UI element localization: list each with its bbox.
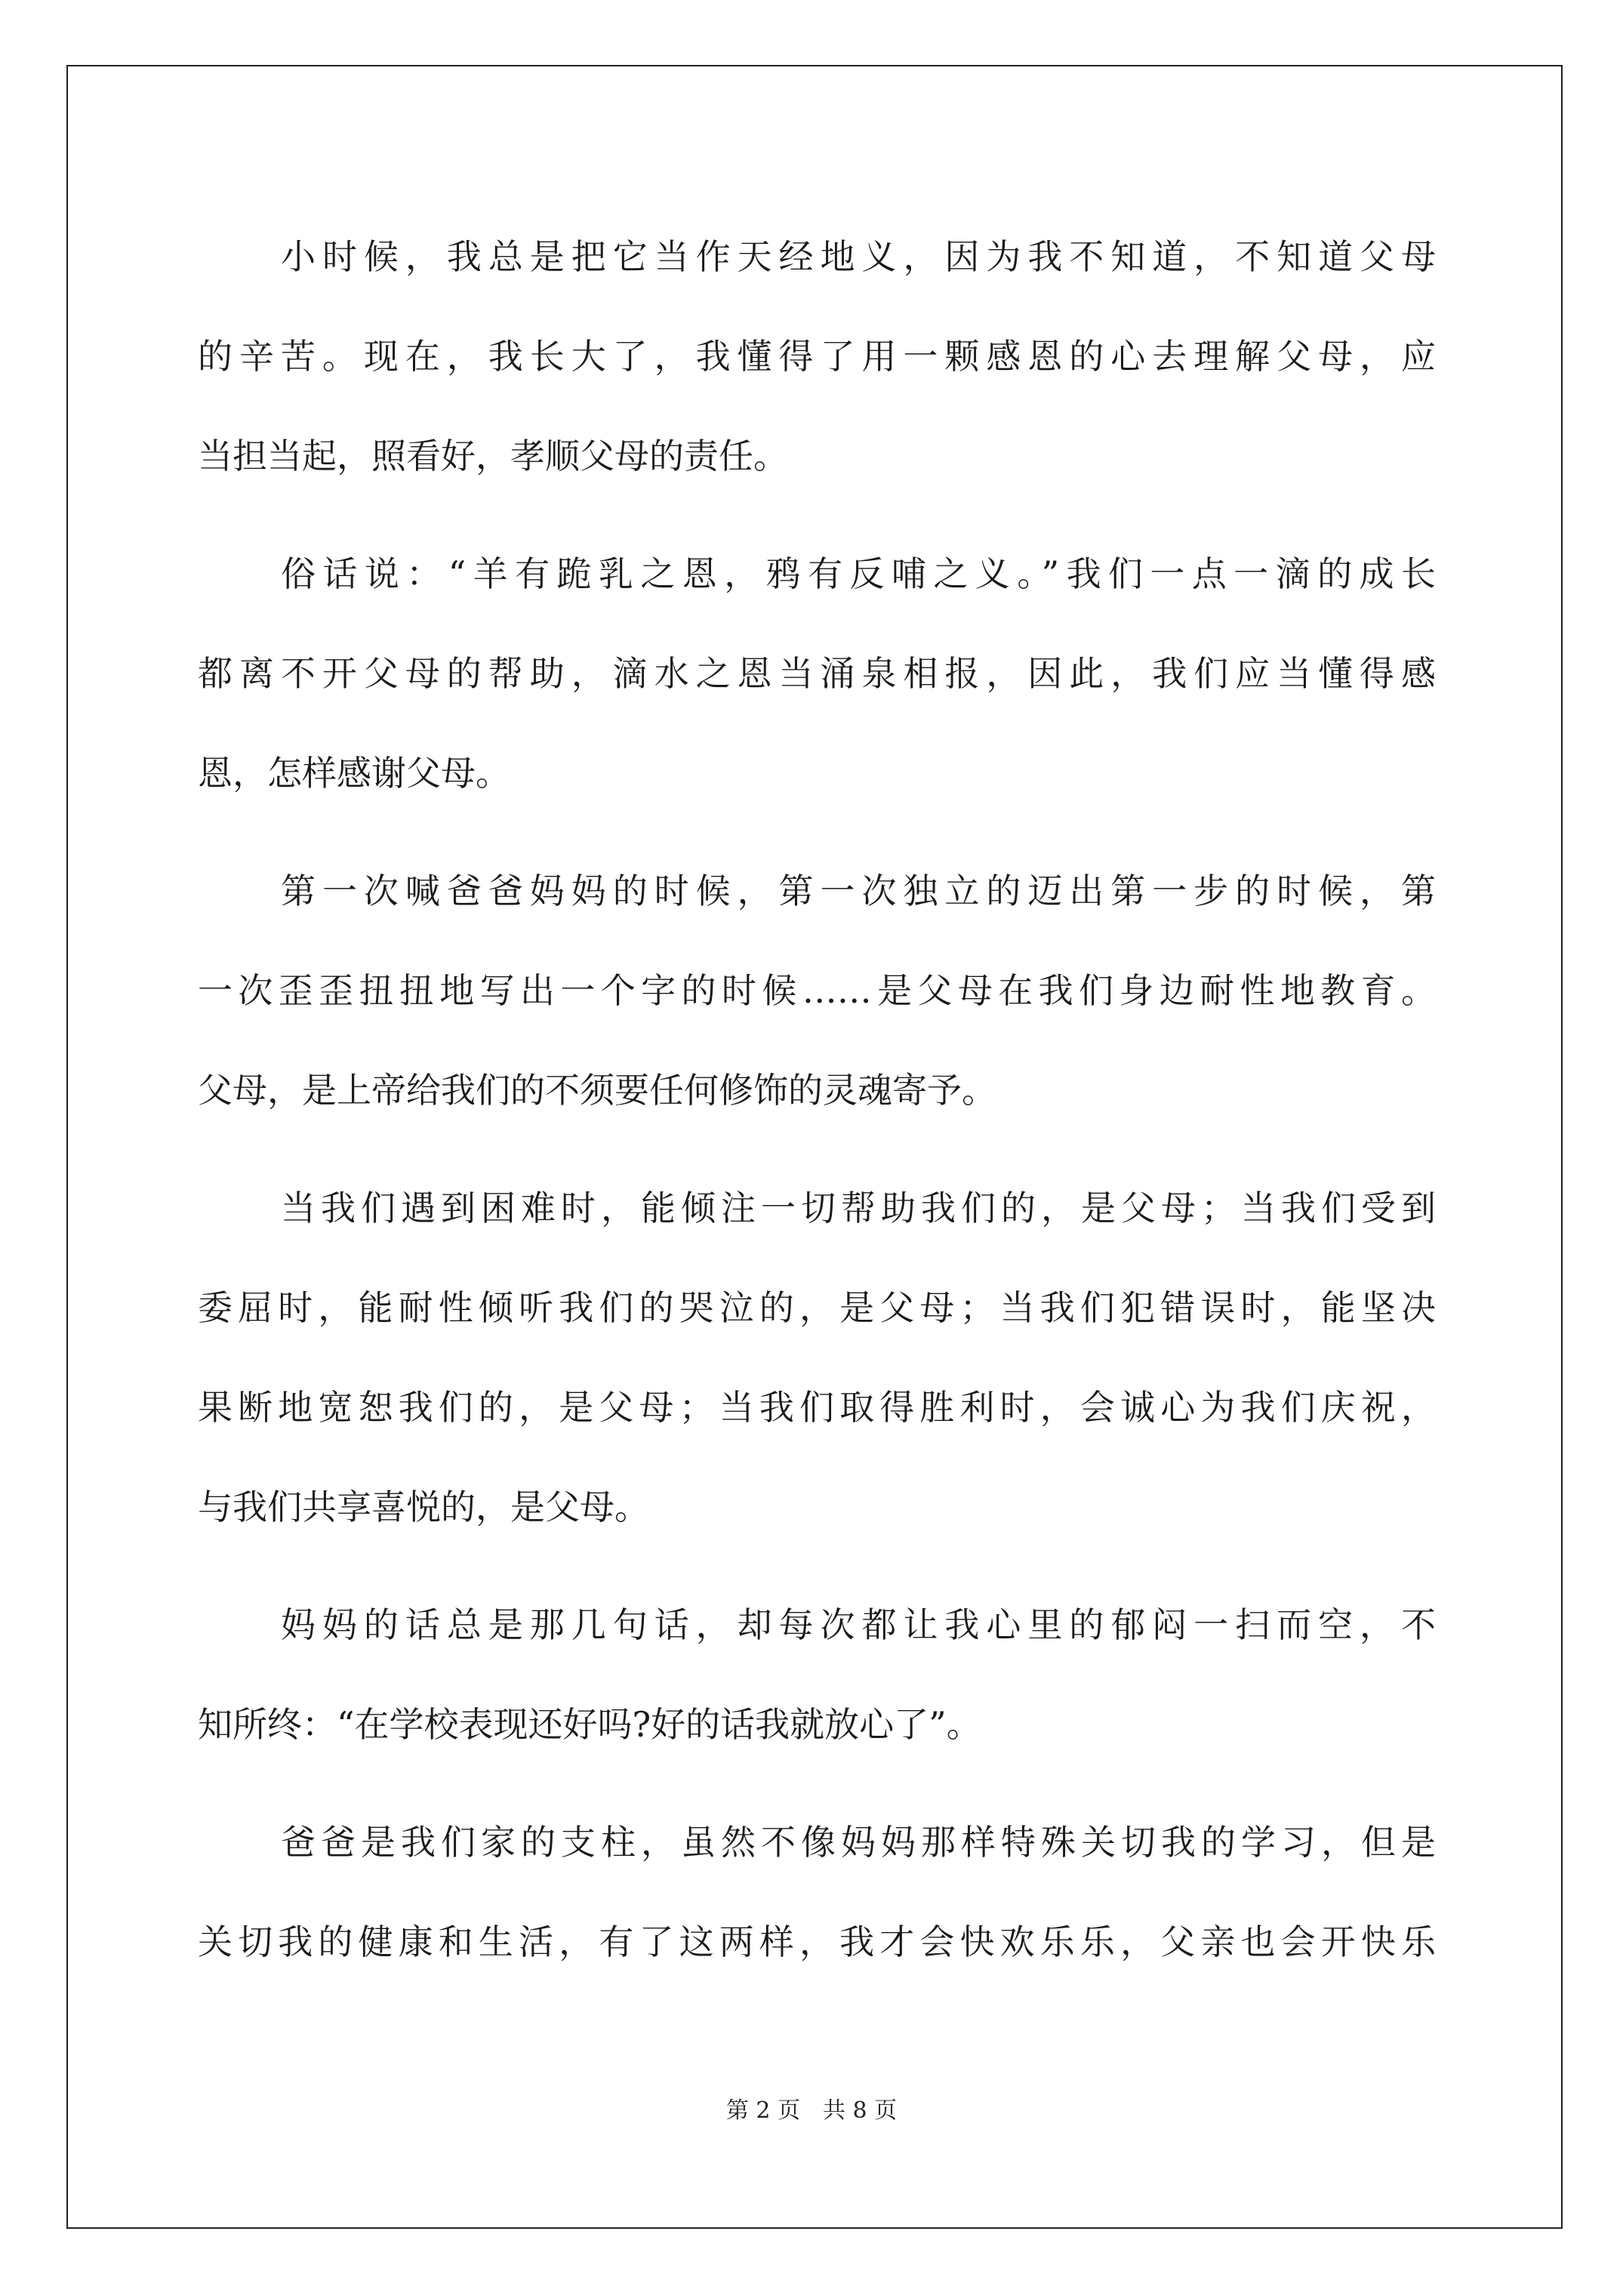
paragraph-3-line-1: 第一次喊爸爸妈妈的时候，第一次独立的迈出第一步的时候，第 [281,871,1436,911]
page-footer: 第 2 页 共 8 页 [725,2097,898,2124]
paragraph-4-line-1: 当我们遇到困难时，能倾注一切帮助我们的，是父母；当我们受到 [281,1188,1436,1228]
paragraph-6-line-1: 爸爸是我们家的支柱，虽然不像妈妈那样特殊关切我的学习，但是 [281,1822,1436,1863]
paragraph-2-line-1: 俗话说：“羊有跪乳之恩，鸦有反哺之义。”我们一点一滴的成长 [281,553,1436,594]
paragraph-5-line-2: 知所终：“在学校表现还好吗?好的话我就放心了”。 [198,1704,981,1745]
paragraph-5-line-1: 妈妈的话总是那几句话，却每次都让我心里的郁闷一扫而空，不 [281,1604,1436,1645]
paragraph-3-line-2: 一次歪歪扭扭地写出一个字的时候……是父母在我们身边耐性地教育。 [198,970,1436,1011]
paragraph-4-line-3: 果断地宽恕我们的，是父母；当我们取得胜利时，会诚心为我们庆祝， [198,1387,1436,1428]
paragraph-1-line-3: 当担当起，照看好，孝顺父母的责任。 [198,436,788,476]
paragraph-1-line-2: 的辛苦。现在，我长大了，我懂得了用一颗感恩的心去理解父母，应 [198,336,1436,377]
paragraph-6-line-2: 关切我的健康和生活，有了这两样，我才会快欢乐乐，父亲也会开快乐 [198,1922,1436,1962]
paragraph-2-line-3: 恩，怎样感谢父母。 [198,753,510,794]
paragraph-2-line-2: 都离不开父母的帮助，滴水之恩当涌泉相报，因此，我们应当懂得感 [198,653,1436,694]
paragraph-1-line-1: 小时候，我总是把它当作天经地义，因为我不知道，不知道父母 [281,236,1436,277]
paragraph-3-line-3: 父母，是上帝给我们的不须要任何修饰的灵魂寄予。 [198,1070,996,1111]
paragraph-4-line-4: 与我们共享喜悦的，是父母。 [198,1487,649,1527]
paragraph-4-line-2: 委屈时，能耐性倾听我们的哭泣的，是父母；当我们犯错误时，能坚决 [198,1287,1436,1328]
page-border [66,65,1563,2229]
